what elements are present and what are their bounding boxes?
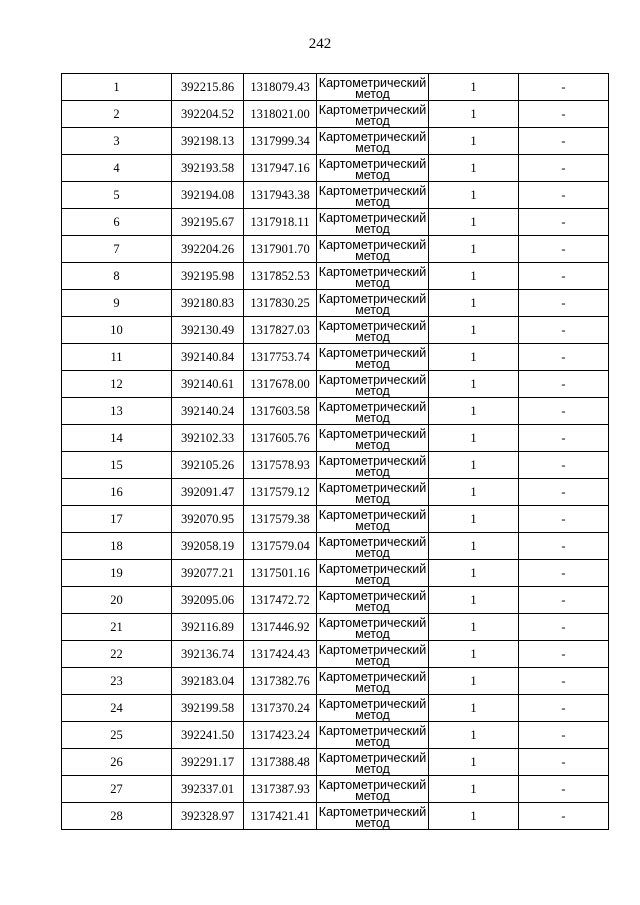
method-cell: [317, 155, 429, 182]
y-coordinate-cell: 1317578.93: [244, 452, 317, 479]
method-line-2: метод: [355, 708, 390, 722]
method-cell: [317, 74, 429, 101]
y-coordinate-cell: 1317579.12: [244, 479, 317, 506]
method-line-2: метод: [355, 600, 390, 614]
table-row: [62, 776, 609, 803]
point-number-cell: 20: [62, 587, 172, 614]
method-line-1: Картометрический: [318, 508, 427, 522]
accuracy-cell: 1: [429, 74, 519, 101]
y-coordinate-cell: 1317421.41: [244, 803, 317, 830]
y-coordinate-cell: 1317387.93: [244, 776, 317, 803]
table-row: [62, 236, 609, 263]
table-row: [62, 128, 609, 155]
point-number-cell: 9: [62, 290, 172, 317]
note-cell: -: [519, 722, 609, 749]
point-number-cell: 16: [62, 479, 172, 506]
method-line-1: Картометрический: [318, 319, 427, 333]
accuracy-cell: 1: [429, 614, 519, 641]
accuracy-cell: 1: [429, 425, 519, 452]
x-coordinate-cell: 392198.13: [172, 128, 244, 155]
point-number-cell: 27: [62, 776, 172, 803]
y-coordinate-cell: 1317446.92: [244, 614, 317, 641]
y-coordinate-cell: 1317753.74: [244, 344, 317, 371]
method-line-1: Картометрический: [318, 157, 427, 171]
method-cell: [317, 452, 429, 479]
y-coordinate-cell: 1317943.38: [244, 182, 317, 209]
method-cell: [317, 290, 429, 317]
accuracy-cell: 1: [429, 290, 519, 317]
point-number-cell: 19: [62, 560, 172, 587]
method-line-1: Картометрический: [318, 184, 427, 198]
x-coordinate-cell: 392204.26: [172, 236, 244, 263]
table-row: [62, 263, 609, 290]
accuracy-cell: 1: [429, 263, 519, 290]
point-number-cell: 25: [62, 722, 172, 749]
note-cell: -: [519, 236, 609, 263]
point-number-cell: 12: [62, 371, 172, 398]
method-line-2: метод: [355, 303, 390, 317]
accuracy-cell: 1: [429, 452, 519, 479]
accuracy-cell: 1: [429, 722, 519, 749]
table-row: [62, 317, 609, 344]
point-number-cell: 13: [62, 398, 172, 425]
x-coordinate-cell: 392183.04: [172, 668, 244, 695]
y-coordinate-cell: 1317424.43: [244, 641, 317, 668]
method-line-1: Картометрический: [318, 265, 427, 279]
method-line-1: Картометрический: [318, 535, 427, 549]
method-line-2: метод: [355, 222, 390, 236]
note-cell: -: [519, 803, 609, 830]
y-coordinate-cell: 1317382.76: [244, 668, 317, 695]
note-cell: -: [519, 155, 609, 182]
method-line-1: Картометрический: [318, 427, 427, 441]
table-row: [62, 695, 609, 722]
note-cell: -: [519, 425, 609, 452]
accuracy-cell: 1: [429, 533, 519, 560]
x-coordinate-cell: 392102.33: [172, 425, 244, 452]
method-line-2: метод: [355, 735, 390, 749]
method-cell: [317, 668, 429, 695]
method-line-1: Картометрический: [318, 211, 427, 225]
note-cell: -: [519, 695, 609, 722]
y-coordinate-cell: 1317605.76: [244, 425, 317, 452]
x-coordinate-cell: 392337.01: [172, 776, 244, 803]
method-cell: [317, 722, 429, 749]
method-cell: [317, 209, 429, 236]
point-number-cell: 2: [62, 101, 172, 128]
note-cell: -: [519, 398, 609, 425]
y-coordinate-cell: 1317370.24: [244, 695, 317, 722]
accuracy-cell: 1: [429, 749, 519, 776]
note-cell: -: [519, 614, 609, 641]
note-cell: -: [519, 587, 609, 614]
note-cell: -: [519, 182, 609, 209]
note-cell: -: [519, 506, 609, 533]
method-line-2: метод: [355, 681, 390, 695]
accuracy-cell: 1: [429, 695, 519, 722]
table-row: [62, 74, 609, 101]
x-coordinate-cell: 392140.61: [172, 371, 244, 398]
y-coordinate-cell: 1317999.34: [244, 128, 317, 155]
accuracy-cell: 1: [429, 182, 519, 209]
method-line-2: метод: [355, 141, 390, 155]
y-coordinate-cell: 1317388.48: [244, 749, 317, 776]
method-line-2: метод: [355, 276, 390, 290]
x-coordinate-cell: 392070.95: [172, 506, 244, 533]
method-cell: [317, 344, 429, 371]
accuracy-cell: 1: [429, 479, 519, 506]
accuracy-cell: 1: [429, 155, 519, 182]
x-coordinate-cell: 392199.58: [172, 695, 244, 722]
accuracy-cell: 1: [429, 128, 519, 155]
table-row: [62, 614, 609, 641]
x-coordinate-cell: 392180.83: [172, 290, 244, 317]
method-line-1: Картометрический: [318, 724, 427, 738]
point-number-cell: 3: [62, 128, 172, 155]
x-coordinate-cell: 392095.06: [172, 587, 244, 614]
method-cell: [317, 479, 429, 506]
note-cell: -: [519, 290, 609, 317]
method-cell: [317, 371, 429, 398]
method-line-2: метод: [355, 762, 390, 776]
x-coordinate-cell: 392204.52: [172, 101, 244, 128]
y-coordinate-cell: 1317423.24: [244, 722, 317, 749]
method-line-1: Картометрический: [318, 643, 427, 657]
x-coordinate-cell: 392077.21: [172, 560, 244, 587]
method-cell: [317, 587, 429, 614]
point-number-cell: 11: [62, 344, 172, 371]
accuracy-cell: 1: [429, 317, 519, 344]
accuracy-cell: 1: [429, 668, 519, 695]
method-line-1: Картометрический: [318, 400, 427, 414]
note-cell: -: [519, 263, 609, 290]
point-number-cell: 18: [62, 533, 172, 560]
method-line-1: Картометрический: [318, 454, 427, 468]
method-line-2: метод: [355, 573, 390, 587]
point-number-cell: 24: [62, 695, 172, 722]
x-coordinate-cell: 392105.26: [172, 452, 244, 479]
point-number-cell: 22: [62, 641, 172, 668]
point-number-cell: 10: [62, 317, 172, 344]
y-coordinate-cell: 1317901.70: [244, 236, 317, 263]
x-coordinate-cell: 392194.08: [172, 182, 244, 209]
method-cell: [317, 263, 429, 290]
method-line-1: Картометрический: [318, 751, 427, 765]
method-line-2: метод: [355, 330, 390, 344]
method-line-1: Картометрический: [318, 103, 427, 117]
x-coordinate-cell: 392328.97: [172, 803, 244, 830]
x-coordinate-cell: 392058.19: [172, 533, 244, 560]
x-coordinate-cell: 392215.86: [172, 74, 244, 101]
method-line-1: Картометрический: [318, 238, 427, 252]
table-row: [62, 479, 609, 506]
y-coordinate-cell: 1317472.72: [244, 587, 317, 614]
method-cell: [317, 560, 429, 587]
method-line-2: метод: [355, 438, 390, 452]
note-cell: -: [519, 668, 609, 695]
x-coordinate-cell: 392195.67: [172, 209, 244, 236]
method-line-2: метод: [355, 357, 390, 371]
method-line-2: метод: [355, 654, 390, 668]
accuracy-cell: 1: [429, 803, 519, 830]
note-cell: -: [519, 317, 609, 344]
point-number-cell: 17: [62, 506, 172, 533]
x-coordinate-cell: 392291.17: [172, 749, 244, 776]
method-line-1: Картометрический: [318, 76, 427, 90]
table-row: [62, 101, 609, 128]
x-coordinate-cell: 392136.74: [172, 641, 244, 668]
table-row: [62, 182, 609, 209]
point-number-cell: 23: [62, 668, 172, 695]
accuracy-cell: 1: [429, 398, 519, 425]
table-row: [62, 344, 609, 371]
point-number-cell: 5: [62, 182, 172, 209]
note-cell: -: [519, 533, 609, 560]
method-line-1: Картометрический: [318, 481, 427, 495]
method-line-2: метод: [355, 168, 390, 182]
note-cell: -: [519, 101, 609, 128]
table-row: [62, 749, 609, 776]
point-number-cell: 28: [62, 803, 172, 830]
table-row: [62, 209, 609, 236]
y-coordinate-cell: 1317579.38: [244, 506, 317, 533]
method-line-1: Картометрический: [318, 292, 427, 306]
table-row: [62, 371, 609, 398]
point-number-cell: 4: [62, 155, 172, 182]
method-line-2: метод: [355, 492, 390, 506]
x-coordinate-cell: 392116.89: [172, 614, 244, 641]
table-row: [62, 533, 609, 560]
accuracy-cell: 1: [429, 560, 519, 587]
method-line-2: метод: [355, 627, 390, 641]
table-row: [62, 641, 609, 668]
method-cell: [317, 128, 429, 155]
y-coordinate-cell: 1317678.00: [244, 371, 317, 398]
x-coordinate-cell: 392193.58: [172, 155, 244, 182]
method-line-2: метод: [355, 195, 390, 209]
method-cell: [317, 641, 429, 668]
coordinates-table-body: [62, 74, 609, 830]
method-line-1: Картометрический: [318, 805, 427, 819]
accuracy-cell: 1: [429, 506, 519, 533]
method-line-2: метод: [355, 384, 390, 398]
method-cell: [317, 776, 429, 803]
table-row: [62, 668, 609, 695]
y-coordinate-cell: 1317947.16: [244, 155, 317, 182]
method-cell: [317, 695, 429, 722]
note-cell: -: [519, 128, 609, 155]
accuracy-cell: 1: [429, 641, 519, 668]
method-line-1: Картометрический: [318, 373, 427, 387]
method-cell: [317, 749, 429, 776]
method-cell: [317, 803, 429, 830]
accuracy-cell: 1: [429, 587, 519, 614]
method-line-2: метод: [355, 546, 390, 560]
note-cell: -: [519, 641, 609, 668]
method-cell: [317, 506, 429, 533]
table-row: [62, 560, 609, 587]
note-cell: -: [519, 560, 609, 587]
method-line-2: метод: [355, 789, 390, 803]
page-number: 242: [308, 36, 332, 52]
table-row: [62, 290, 609, 317]
method-cell: [317, 425, 429, 452]
table-row: [62, 398, 609, 425]
table-row: [62, 803, 609, 830]
y-coordinate-cell: 1317603.58: [244, 398, 317, 425]
table-row: [62, 452, 609, 479]
y-coordinate-cell: 1317852.53: [244, 263, 317, 290]
point-number-cell: 7: [62, 236, 172, 263]
method-line-2: метод: [355, 465, 390, 479]
x-coordinate-cell: 392241.50: [172, 722, 244, 749]
method-line-2: метод: [355, 249, 390, 263]
method-line-1: Картометрический: [318, 697, 427, 711]
method-cell: [317, 398, 429, 425]
y-coordinate-cell: 1317918.11: [244, 209, 317, 236]
table-row: [62, 722, 609, 749]
method-line-1: Картометрический: [318, 346, 427, 360]
note-cell: -: [519, 452, 609, 479]
method-cell: [317, 236, 429, 263]
point-number-cell: 1: [62, 74, 172, 101]
point-number-cell: 15: [62, 452, 172, 479]
y-coordinate-cell: 1318079.43: [244, 74, 317, 101]
y-coordinate-cell: 1317827.03: [244, 317, 317, 344]
y-coordinate-cell: 1317501.16: [244, 560, 317, 587]
table-row: [62, 425, 609, 452]
x-coordinate-cell: 392140.84: [172, 344, 244, 371]
coordinates-table: [61, 73, 609, 830]
method-line-1: Картометрический: [318, 670, 427, 684]
table-row: [62, 155, 609, 182]
method-cell: [317, 101, 429, 128]
table-row: [62, 506, 609, 533]
x-coordinate-cell: 392140.24: [172, 398, 244, 425]
point-number-cell: 21: [62, 614, 172, 641]
method-cell: [317, 317, 429, 344]
accuracy-cell: 1: [429, 236, 519, 263]
y-coordinate-cell: 1318021.00: [244, 101, 317, 128]
x-coordinate-cell: 392130.49: [172, 317, 244, 344]
note-cell: -: [519, 74, 609, 101]
method-line-1: Картометрический: [318, 130, 427, 144]
method-line-2: метод: [355, 87, 390, 101]
method-line-1: Картометрический: [318, 616, 427, 630]
note-cell: -: [519, 371, 609, 398]
note-cell: -: [519, 344, 609, 371]
method-cell: [317, 614, 429, 641]
point-number-cell: 8: [62, 263, 172, 290]
method-line-2: метод: [355, 816, 390, 830]
y-coordinate-cell: 1317579.04: [244, 533, 317, 560]
method-line-1: Картометрический: [318, 562, 427, 576]
accuracy-cell: 1: [429, 209, 519, 236]
note-cell: -: [519, 776, 609, 803]
method-cell: [317, 182, 429, 209]
accuracy-cell: 1: [429, 344, 519, 371]
note-cell: -: [519, 749, 609, 776]
accuracy-cell: 1: [429, 371, 519, 398]
method-line-2: метод: [355, 114, 390, 128]
x-coordinate-cell: 392195.98: [172, 263, 244, 290]
method-cell: [317, 533, 429, 560]
method-line-2: метод: [355, 411, 390, 425]
method-line-1: Картометрический: [318, 778, 427, 792]
table-row: [62, 587, 609, 614]
note-cell: -: [519, 209, 609, 236]
method-line-2: метод: [355, 519, 390, 533]
accuracy-cell: 1: [429, 776, 519, 803]
method-line-1: Картометрический: [318, 589, 427, 603]
point-number-cell: 6: [62, 209, 172, 236]
y-coordinate-cell: 1317830.25: [244, 290, 317, 317]
point-number-cell: 26: [62, 749, 172, 776]
x-coordinate-cell: 392091.47: [172, 479, 244, 506]
accuracy-cell: 1: [429, 101, 519, 128]
note-cell: -: [519, 479, 609, 506]
point-number-cell: 14: [62, 425, 172, 452]
